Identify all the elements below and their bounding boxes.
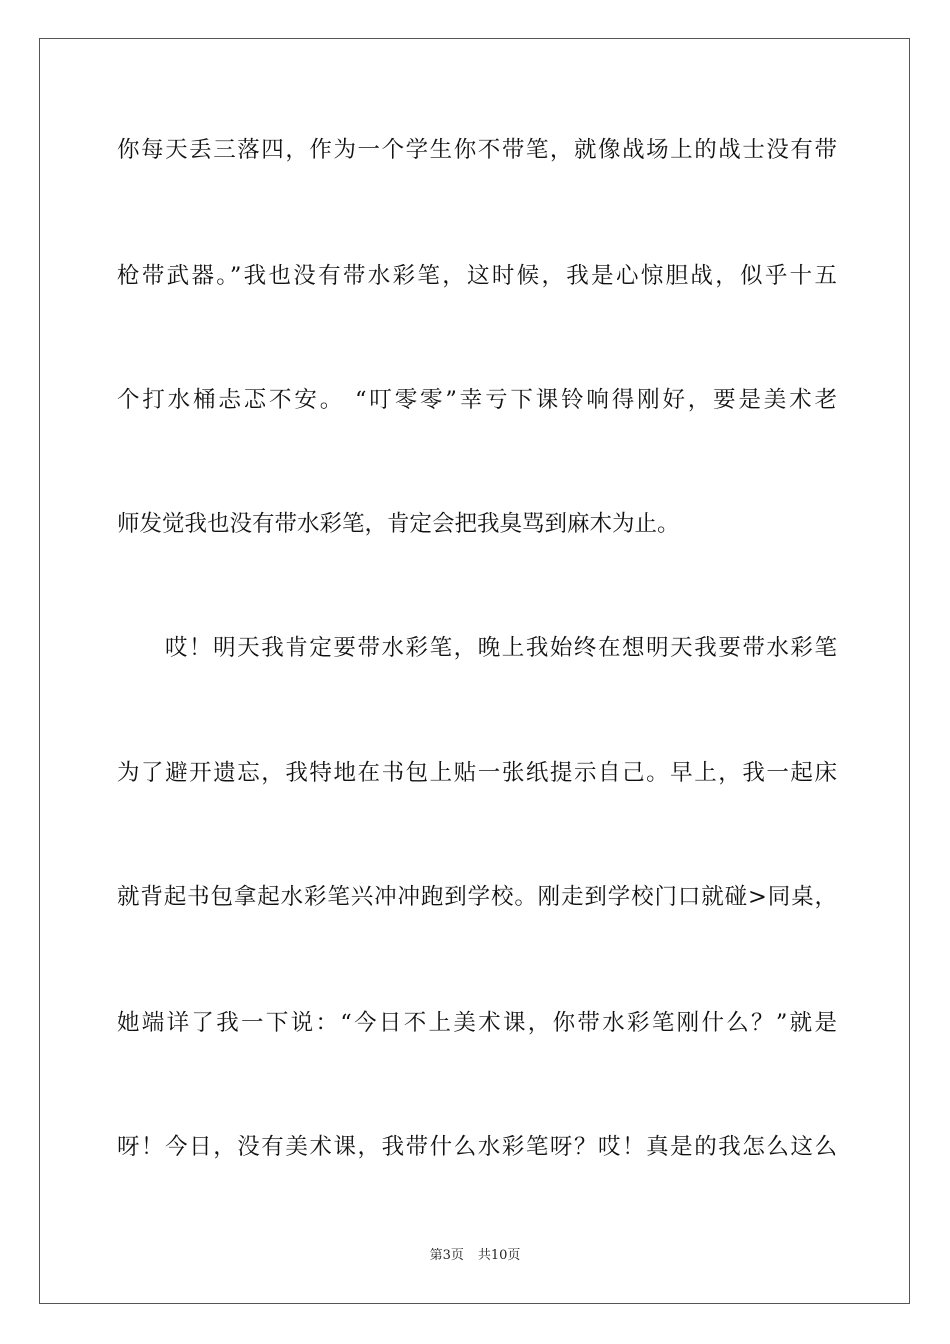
text-line-5: 哎！明天我肯定要带水彩笔，晚上我始终在想明天我要带水彩笔: [165, 635, 837, 661]
text-line-1: 你每天丢三落四，作为一个学生你不带笔，就像战场上的战士没有带: [117, 137, 837, 163]
text-line-3: 个打水桶忐忑不安。 “叮零零”幸亏下课铃响得刚好，要是美术老: [117, 387, 837, 413]
text-line-8: 她端详了我一下说：“今日不上美术课，你带水彩笔刚什么？”就是: [117, 1010, 837, 1036]
text-line-9: 呀！今日，没有美术课，我带什么水彩笔呀？哎！真是的我怎么这么: [117, 1134, 837, 1160]
text-line-6: 为了避开遗忘，我特地在书包上贴一张纸提示自己。早上，我一起床: [117, 760, 837, 786]
text-line-7: 就背起书包拿起水彩笔兴冲冲跑到学校。刚走到学校门口就碰>同桌，: [117, 884, 837, 910]
text-line-2: 枪带武器。”我也没有带水彩笔，这时候，我是心惊胆战，似乎十五: [117, 263, 837, 289]
page-border: [39, 38, 910, 1304]
page-total: 共10页: [477, 1248, 521, 1263]
text-line-4: 师发觉我也没有带水彩笔，肯定会把我臭骂到麻木为止。: [117, 511, 680, 537]
page-number: 第3页: [429, 1248, 464, 1263]
page-footer: [0, 1247, 950, 1265]
